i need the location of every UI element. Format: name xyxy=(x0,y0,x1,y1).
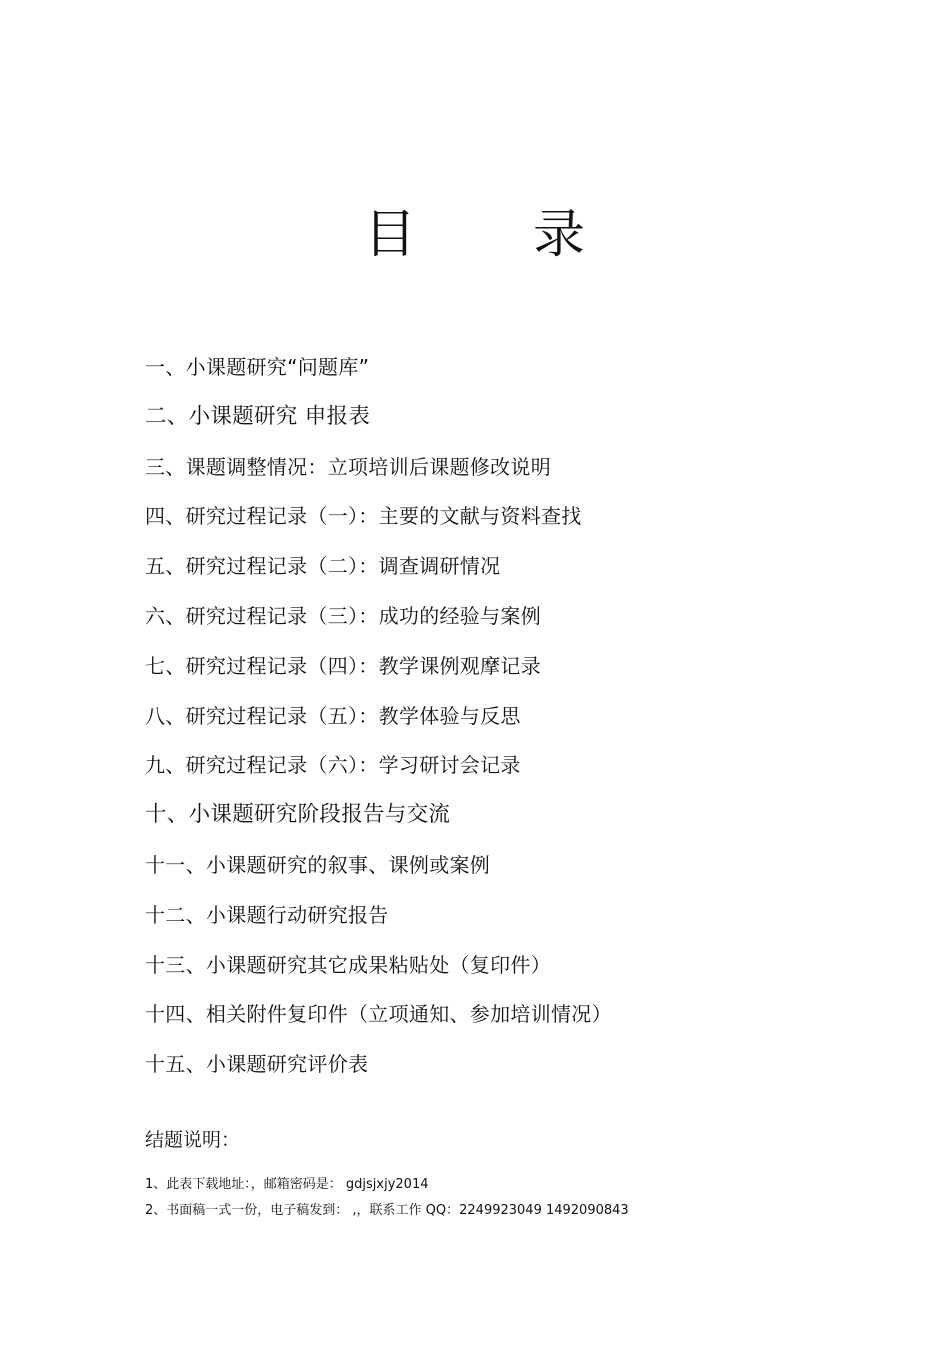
notes-heading: 结题说明： xyxy=(145,1129,241,1151)
toc-item-15: 十五、小课题研究评价表 xyxy=(145,1052,369,1077)
conclusion-notes xyxy=(145,1126,905,1224)
toc-item-1: 一、小课题研究“问题库” xyxy=(145,355,370,379)
toc-item-2: 二、小课题研究 申报表 xyxy=(145,403,371,429)
toc-item-7: 七、研究过程记录（四）：教学课例观摩记录 xyxy=(145,653,541,678)
toc-item-4: 四、研究过程记录（一）：主要的文献与资料查找 xyxy=(145,504,582,529)
toc-item-12: 十二、小课题行动研究报告 xyxy=(145,902,389,927)
toc-item-3: 三、课题调整情况：立项培训后课题修改说明 xyxy=(145,454,551,479)
toc-item-11: 十一、小课题研究的叙事、课例或案例 xyxy=(145,852,491,877)
toc-item-6: 六、研究过程记录（三）：成功的经验与案例 xyxy=(145,603,541,628)
toc-item-8: 八、研究过程记录（五）：教学体验与反思 xyxy=(145,703,521,728)
title-char-2: 录 xyxy=(533,205,586,265)
toc-item-5: 五、研究过程记录（二）：调查调研情况 xyxy=(145,554,501,579)
toc-item-13: 十三、小课题研究其它成果粘贴处（复印件） xyxy=(145,952,551,977)
table-of-contents xyxy=(145,352,905,1099)
note-line-1: 1、此表下载地址：，邮箱密码是： gdjsjxjy2014 xyxy=(145,1177,429,1192)
note-line-2: 2、书面稿一式一份，电子稿发到： ,，联系工作 QQ：2249923049 1492090843 xyxy=(145,1203,629,1218)
toc-item-10: 十、小课题研究阶段报告与交流 xyxy=(145,802,451,828)
page-title xyxy=(0,200,950,270)
title-char-1: 目 xyxy=(364,205,417,265)
toc-item-14: 十四、相关附件复印件（立项通知、参加培训情况） xyxy=(145,1002,612,1027)
toc-item-9: 九、研究过程记录（六）：学习研讨会记录 xyxy=(145,753,521,778)
